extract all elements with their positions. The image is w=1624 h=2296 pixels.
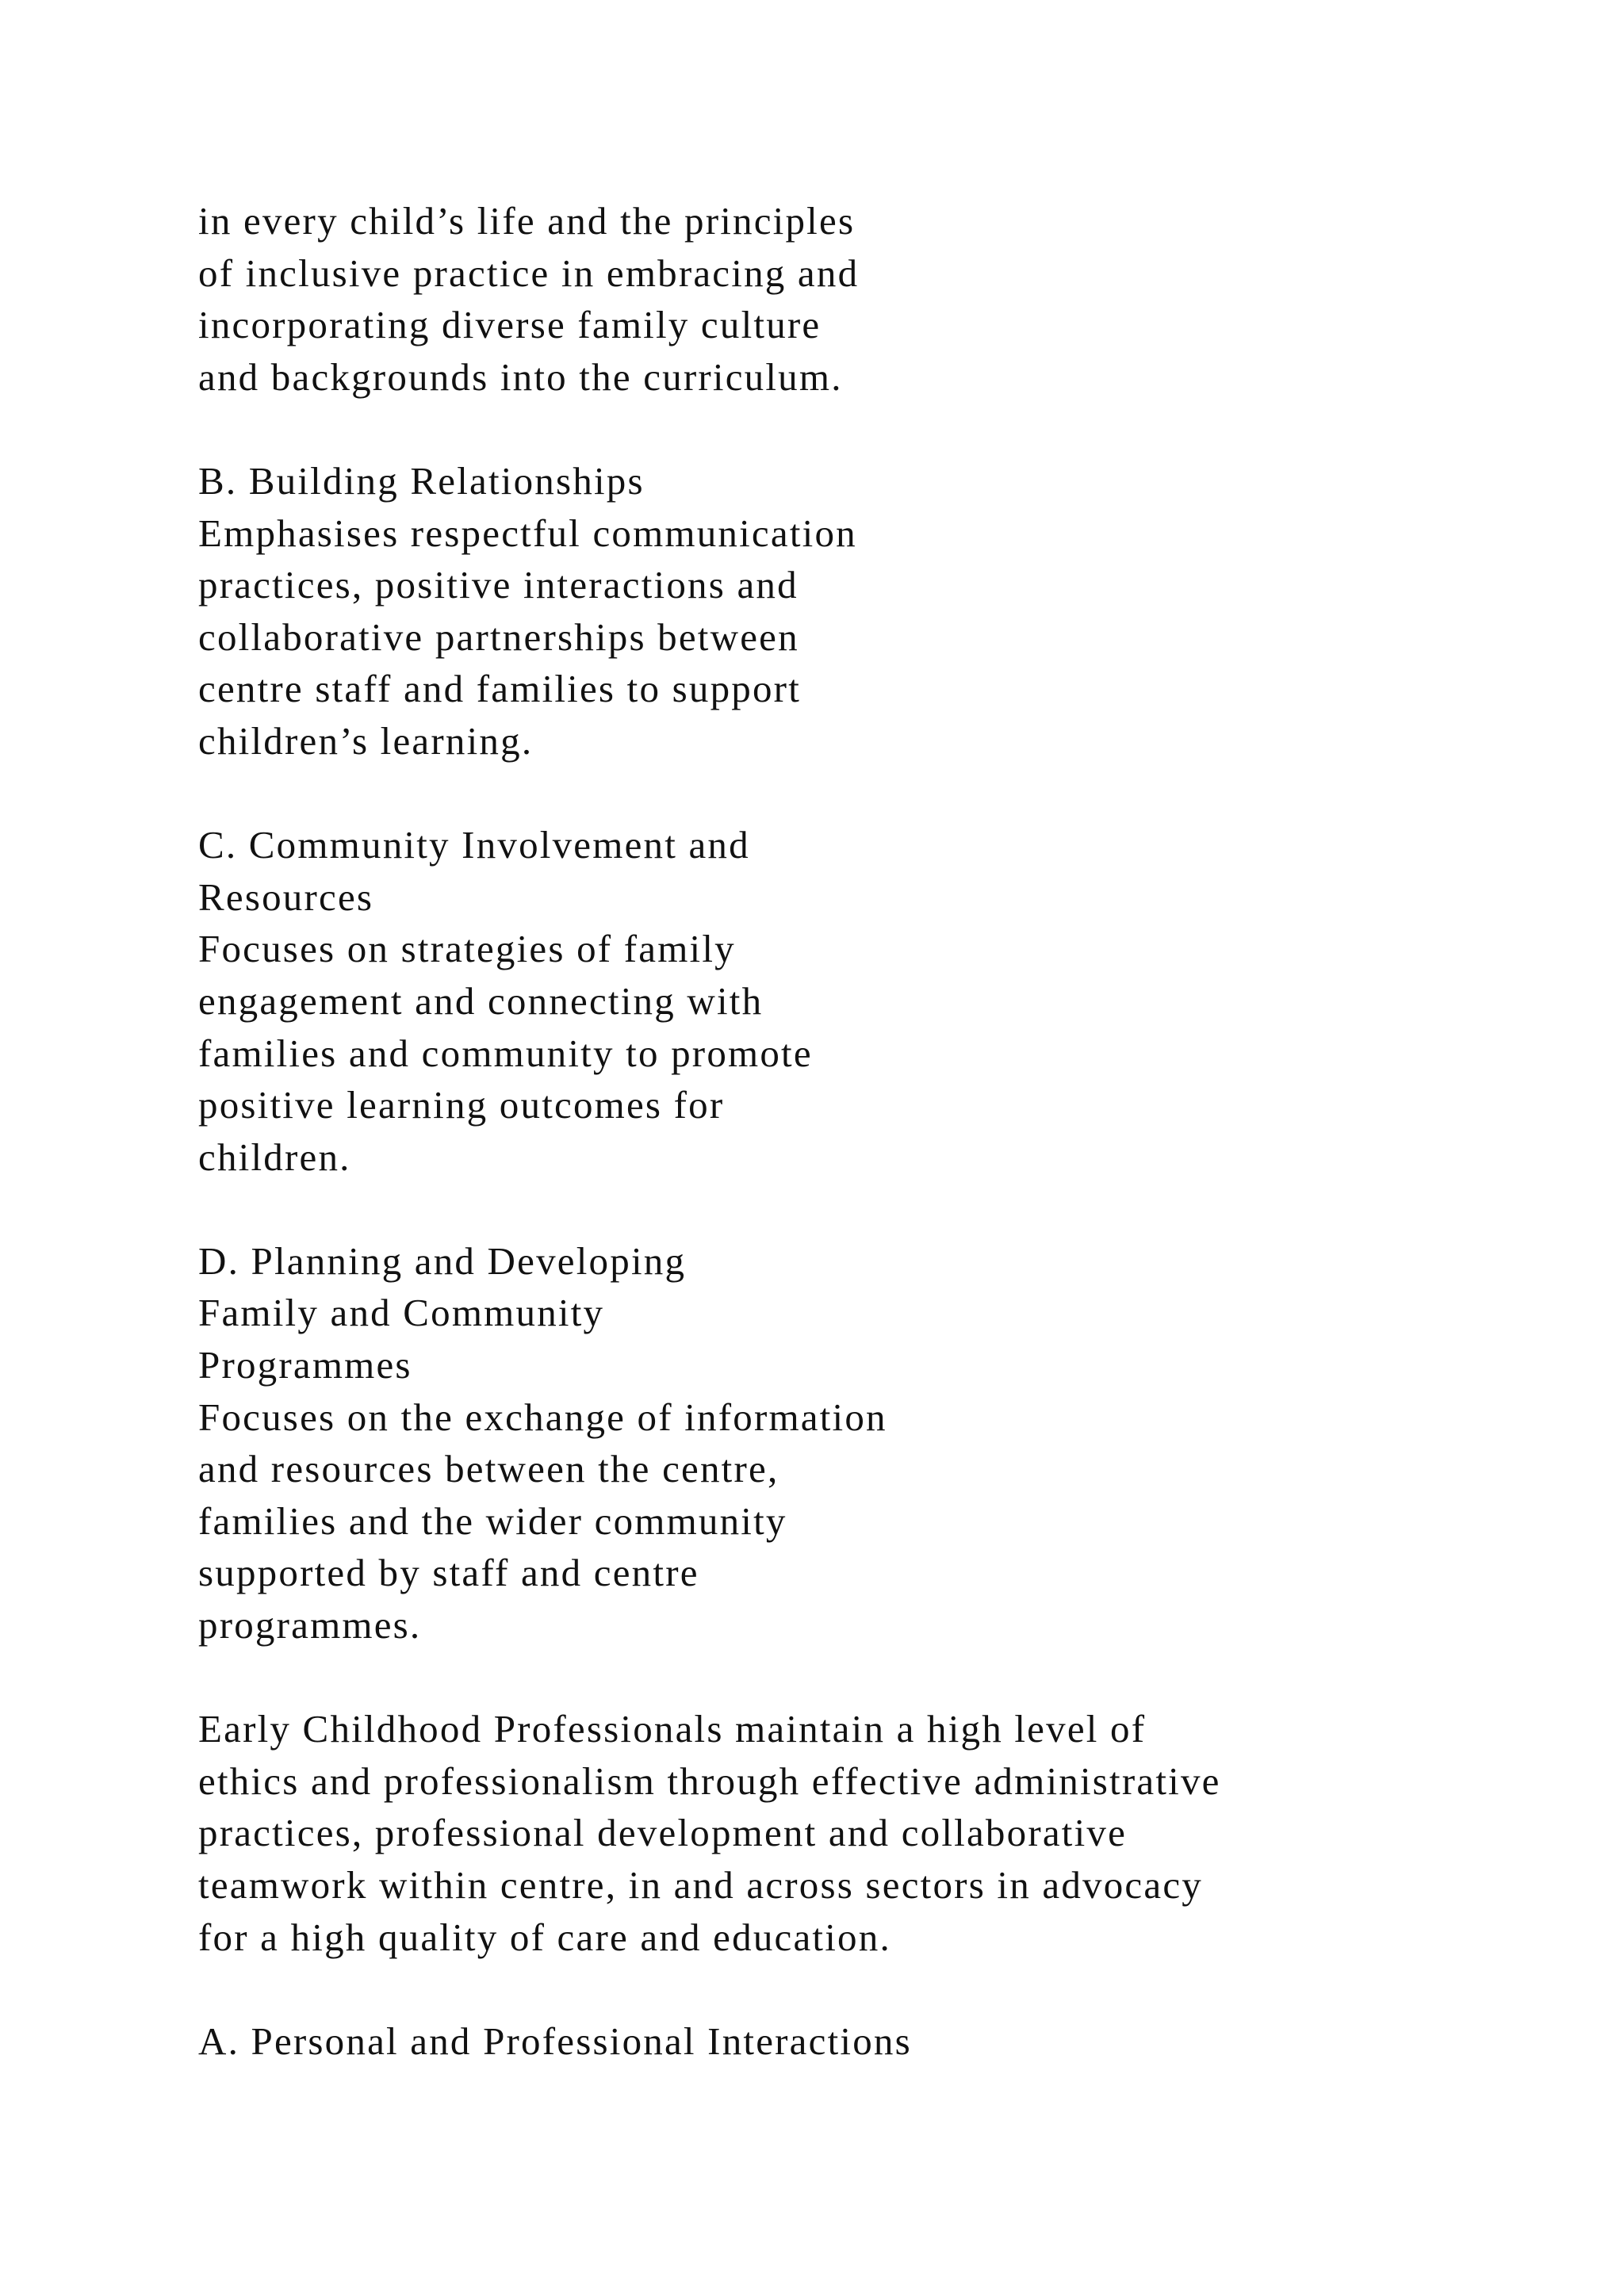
paragraph-line: Focuses on the exchange of information (198, 1395, 887, 1439)
paragraph-line: ethics and professionalism through effective administrative (198, 1758, 1221, 1803)
paragraph-line: children’s learning. (198, 718, 534, 763)
paragraph-line: and resources between the centre, (198, 1447, 779, 1491)
section-heading: Resources (198, 874, 374, 919)
paragraph-line: children. (198, 1135, 351, 1179)
paragraph-line: of inclusive practice in embracing and (198, 251, 860, 295)
paragraph-spacer (198, 403, 1586, 455)
paragraph-spacer (198, 1963, 1586, 2015)
section-heading: C. Community Involvement and (198, 823, 750, 867)
paragraph-line: for a high quality of care and education. (198, 1915, 891, 1959)
paragraph-line: collaborative partnerships between (198, 614, 799, 659)
paragraph-line: incorporating diverse family culture (198, 303, 822, 347)
document-body (198, 195, 1586, 2067)
paragraph-line: in every child’s life and the principles (198, 199, 856, 243)
paragraph-line: positive learning outcomes for (198, 1083, 725, 1127)
section-heading: Family and Community (198, 1291, 605, 1335)
paragraph-line: families and the wider community (198, 1498, 787, 1543)
paragraph-line: families and community to promote (198, 1031, 813, 1075)
section-heading: Programmes (198, 1343, 412, 1387)
section-d (198, 1235, 1586, 1651)
paragraph-line: supported by staff and centre (198, 1551, 699, 1595)
section-b (198, 455, 1586, 767)
paragraph-line: centre staff and families to support (198, 667, 802, 711)
paragraph-line: and backgrounds into the curriculum. (198, 354, 843, 399)
section-heading: D. Planning and Developing (198, 1238, 687, 1283)
paragraph-line: practices, professional development and collaborative (198, 1811, 1128, 1855)
paragraph-line: Emphasises respectful communication (198, 511, 857, 555)
paragraph-line: programmes. (198, 1603, 422, 1647)
intro-paragraph (198, 195, 1586, 403)
professionals-paragraph (198, 1703, 1586, 1963)
paragraph-line: Focuses on strategies of family (198, 927, 736, 971)
paragraph-line: engagement and connecting with (198, 978, 764, 1023)
paragraph-spacer (198, 1183, 1586, 1235)
section-c (198, 819, 1586, 1183)
section-heading: B. Building Relationships (198, 458, 645, 503)
paragraph-spacer (198, 767, 1586, 820)
paragraph-line: Early Childhood Professionals maintain a high level of (198, 1707, 1147, 1751)
paragraph-spacer (198, 1651, 1586, 1704)
paragraph-line: teamwork within centre, in and across sectors in advocacy (198, 1863, 1203, 1907)
section-a (198, 2015, 1586, 2068)
paragraph-line: practices, positive interactions and (198, 563, 799, 607)
section-heading: A. Personal and Professional Interactions (198, 2019, 912, 2063)
